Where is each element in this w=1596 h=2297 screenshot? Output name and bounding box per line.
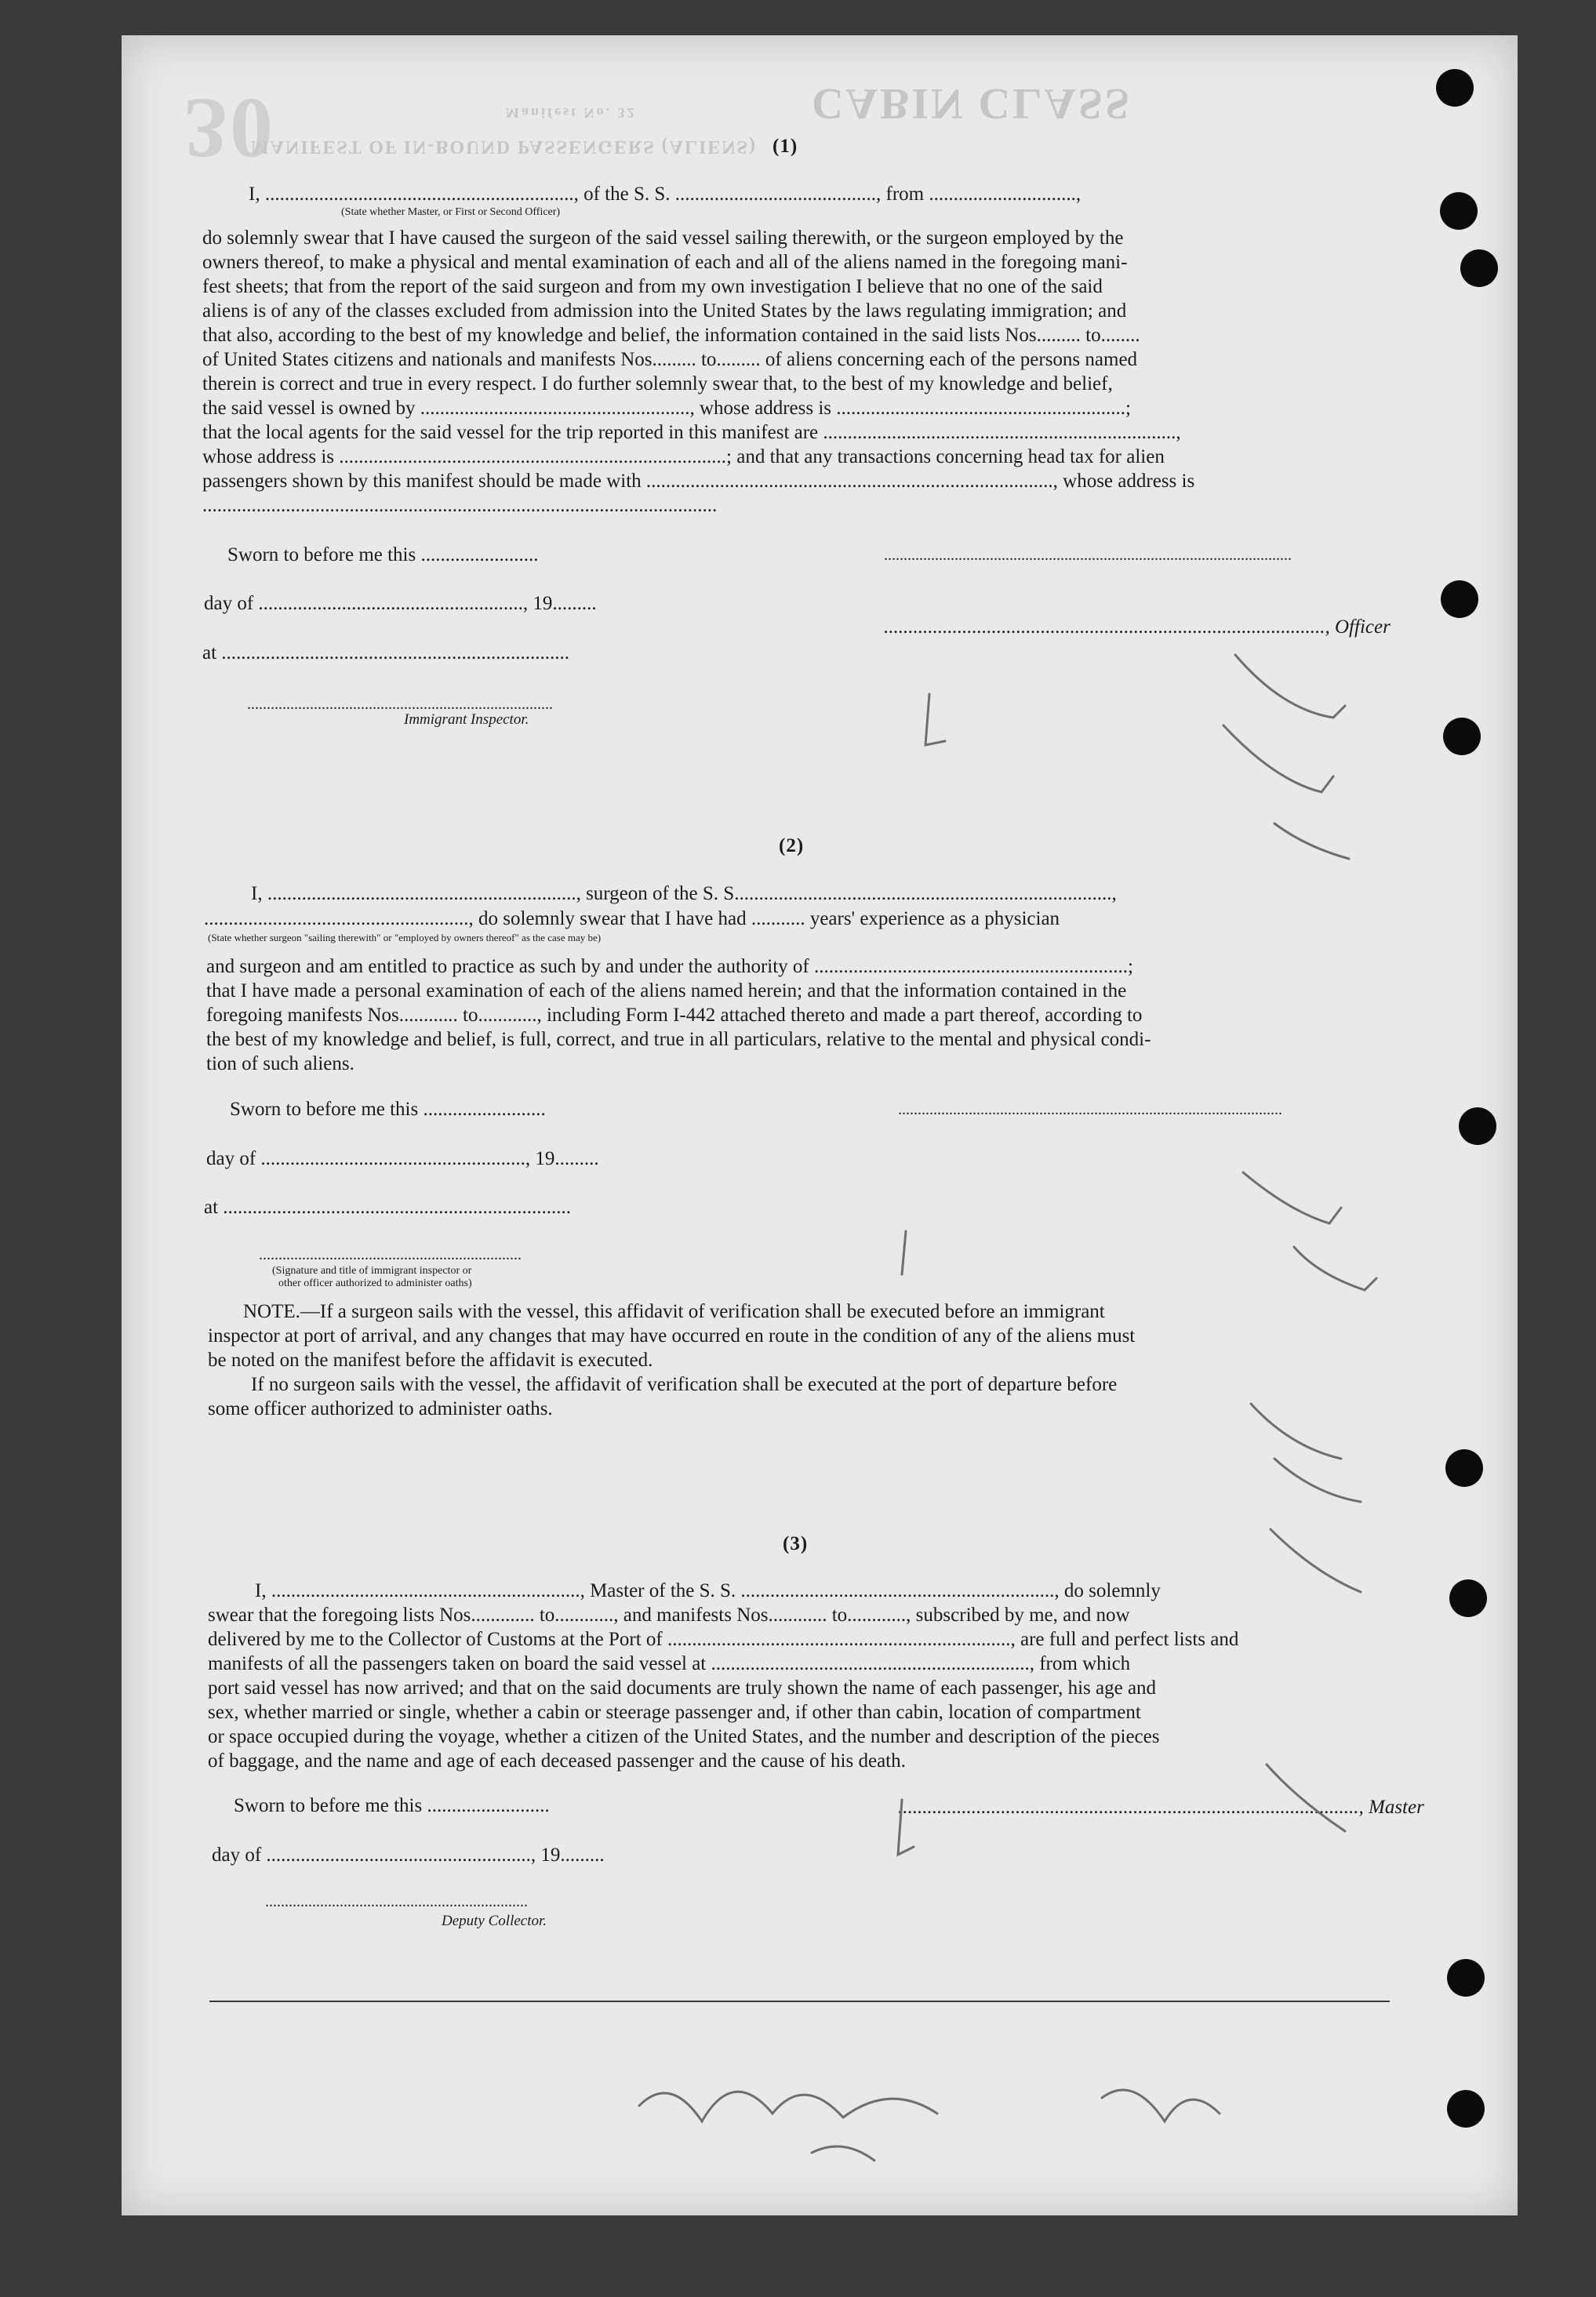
section-2-day: day of ......................................................, 19......... [206,1148,599,1169]
section-1-day: day of ......................................................, 19......... [204,593,597,614]
oath-line: the said vessel is owned by ......................................................., whose address is ...........................................................; [202,398,1131,419]
punch-hole [1443,718,1481,755]
note-line: inspector at port of arrival, and any changes that may have occurred en route in the condition of any of the aliens must [208,1325,1136,1347]
oath-line: that I have made a personal examination of each of the aliens named herein; and that the information contained in the [206,980,1127,1001]
oath-line: and surgeon and am entitled to practice as such by and under the authority of ................................................................; [206,956,1133,977]
section-1-officer: .........................................................................................., Officer [884,616,1391,638]
oath-line: I, ..............................................................., Master of the S. S. ................................................................, do solemnly [255,1580,1161,1601]
section-3-collector-label: Deputy Collector. [442,1913,547,1929]
pencil-check-marks [122,35,1518,2215]
document-page [122,35,1518,2215]
punch-hole [1441,580,1478,618]
section-1-signature-line: ........................................................................................................ [884,547,1292,564]
punch-hole [1436,69,1474,107]
punch-hole [1447,1959,1485,1997]
oath-line: do solemnly swear that I have caused the surgeon of the said vessel sailing therewith, or the surgeon employed by the [202,227,1124,249]
punch-hole [1449,1579,1487,1617]
punch-hole [1460,249,1498,287]
oath-line: aliens is of any of the classes excluded from admission into the United States by the laws regulating immigration; and [202,300,1127,322]
section-1-master-hint: (State whether Master, or First or Second Officer) [341,206,561,218]
note-line: If no surgeon sails with the vessel, the affidavit of verification shall be executed at the port of departure before [251,1374,1118,1395]
bleed-through-subtitle: MANIFEST OF IN-BOUND PASSENGERS (ALIENS) [251,136,757,157]
section-1-inspector-label: Immigrant Inspector. [404,711,529,728]
section-2-at: at ....................................................................... [204,1197,572,1218]
oath-line: swear that the foregoing lists Nos............. to............, and manifests Nos............ to............, subscribed by me, and now [208,1605,1130,1626]
oath-line: ......................................................................................................... [202,495,718,516]
oath-line: that the local agents for the said vessel for the trip reported in this manifest are ........................................................................, [202,422,1181,443]
oath-line: sex, whether married or single, whether a cabin or steerage passenger and, if other than cabin, location of compartment [208,1702,1141,1723]
oath-line: delivered by me to the Collector of Customs at the Port of ......................................................................, are full and perfect lists and [208,1629,1239,1650]
oath-line: fest sheets; that from the report of the said surgeon and from my own investigation I believe that no one of the said [202,276,1103,297]
punch-hole [1440,192,1478,230]
section-3-day: day of ......................................................, 19......... [212,1845,605,1866]
oath-line: of baggage, and the name and age of each deceased passenger and the cause of his death. [208,1750,906,1772]
note-line: NOTE.—If a surgeon sails with the vessel, this affidavit of verification shall be executed before an immigrant [243,1301,1105,1322]
section-1-at: at ....................................................................... [202,642,570,663]
punch-hole [1459,1107,1496,1145]
oath-line: the best of my knowledge and belief, is full, correct, and true in all particulars, relative to the mental and physical condi- [206,1029,1151,1050]
oath-line: that also, according to the best of my knowledge and belief, the information contained in the said lists Nos......... to........ [202,325,1140,346]
note-line: be noted on the manifest before the affidavit is executed. [208,1350,653,1371]
section-2-signature-line: .................................................................................................. [898,1101,1282,1118]
section-2-sig-label-1: (Signature and title of immigrant inspector or [272,1265,472,1277]
section-1-sworn: Sworn to before me this ........................ [227,544,539,565]
section-2-experience-line: ......................................................, do solemnly swear that I have had ........... years' experience as a physician [204,908,1060,929]
section-3-collector-line: ................................................................... [265,1893,528,1910]
section-1-number: (1) [773,136,798,157]
oath-line: therein is correct and true in every respect. I do further solemnly swear that, to the best of my knowledge and belief, [202,373,1113,394]
oath-line: manifests of all the passengers taken on board the said vessel at ................................................................., from which [208,1653,1131,1674]
section-3-master: .............................................................................................., Master [898,1797,1424,1818]
oath-line: or space occupied during the voyage, whether a citizen of the United States, and the number and description of the pieces [208,1726,1160,1747]
section-1-inspector-line: .............................................................................. [247,696,553,713]
section-2-surgeon-line: I, ..............................................................., surgeon of the S. S............................................................................., [251,883,1117,904]
section-2-officer-sig-line: ................................................................... [259,1246,522,1263]
oath-line: tion of such aliens. [206,1053,354,1074]
section-2-sworn: Sworn to before me this ......................... [230,1099,546,1120]
oath-line: port said vessel has now arrived; and that on the said documents are truly shown the name of each passenger, his age and [208,1677,1157,1699]
section-3-sworn: Sworn to before me this ......................... [234,1795,550,1816]
punch-hole [1447,2090,1485,2128]
oath-line: whose address is ...............................................................................; and that any transactions concerning head tax for alien [202,446,1165,467]
section-2-surgeon-hint: (State whether surgeon "sailing therewith" or "employed by owners thereof" as the case may be) [208,932,602,943]
oath-line: passengers shown by this manifest should be made with ..................................................................................., whose address is [202,471,1195,492]
punch-hole [1445,1449,1483,1487]
oath-line: of United States citizens and nationals and manifests Nos......... to......... of aliens concerning each of the persons named [202,349,1138,370]
bleed-through-form-no: Manifest No. 32 [506,105,637,121]
bleed-through-stamp: 30 [184,81,275,176]
section-2-number: (2) [779,835,805,856]
oath-line: foregoing manifests Nos............ to............, including Form I-442 attached thereto and made a part thereof, according to [206,1005,1143,1026]
section-3-number: (3) [783,1533,809,1554]
section-2-sig-label-2: other officer authorized to administer oaths) [278,1278,472,1289]
section-1-master-line: I, ..............................................................., of the S. S. ........................................., from .............................., [249,184,1082,205]
note-line: some officer authorized to administer oaths. [208,1398,553,1419]
oath-line: owners thereof, to make a physical and mental examination of each and all of the aliens named in the foregoing mani- [202,252,1128,273]
bleed-through-title: CABIN CLASS [812,79,1132,128]
